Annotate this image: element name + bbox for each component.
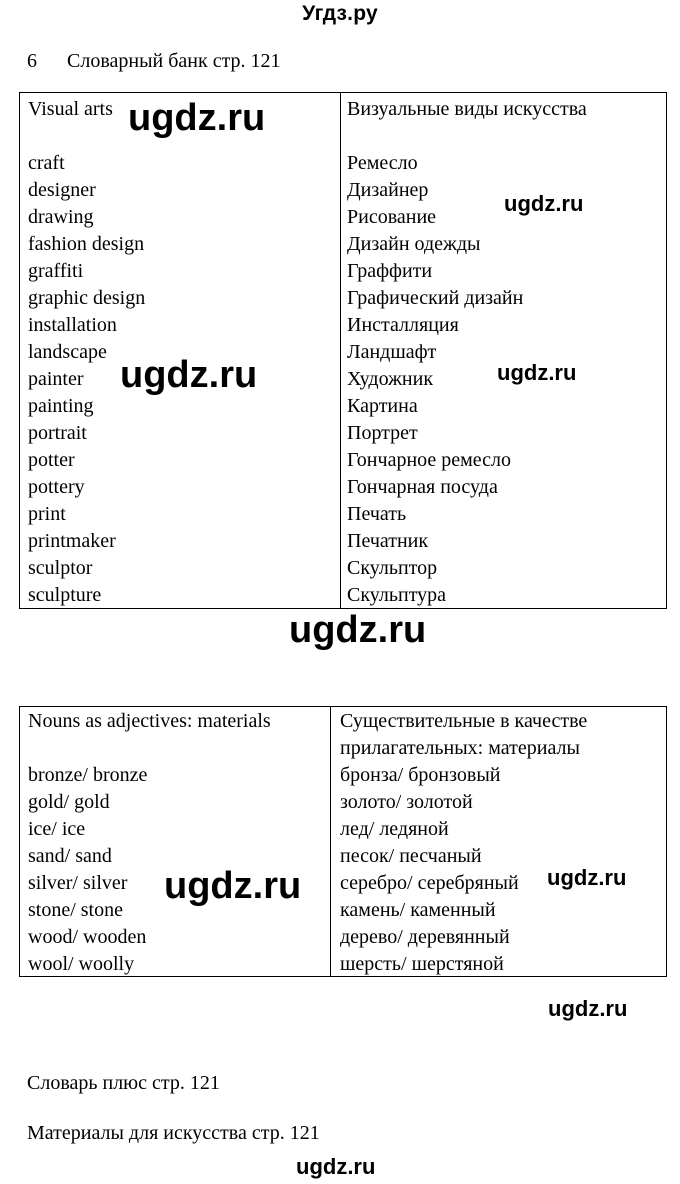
table-cell-en: pottery: [28, 476, 85, 498]
table-cell-en: print: [28, 503, 66, 525]
table-header-ru-line2: прилагательных: материалы: [340, 737, 580, 759]
table-cell-en: designer: [28, 179, 96, 201]
table-cell-ru: песок/ песчаный: [340, 845, 482, 867]
table-cell-en: graphic design: [28, 287, 146, 309]
watermark: ugdz.ru: [548, 996, 628, 1021]
visual-arts-table: [19, 92, 667, 609]
watermark: ugdz.ru: [504, 191, 584, 216]
table-cell-en: ice/ ice: [28, 818, 86, 840]
watermark: ugdz.ru: [289, 609, 427, 651]
watermark: ugdz.ru: [164, 865, 302, 907]
table-cell-en: wood/ wooden: [28, 926, 147, 948]
watermark: ugdz.ru: [547, 865, 627, 890]
table-cell-en: potter: [28, 449, 75, 471]
table-cell-ru: Печать: [347, 503, 407, 525]
section-heading: [27, 50, 281, 73]
table-cell-ru: Граффити: [347, 260, 433, 282]
table-cell-ru: Инсталляция: [347, 314, 459, 336]
table-cell-ru: золото/ золотой: [340, 791, 473, 813]
russian-column: [347, 96, 587, 609]
table-cell-en: portrait: [28, 422, 87, 444]
table-divider: [330, 707, 331, 976]
watermark: ugdz.ru: [296, 1154, 376, 1179]
table-cell-ru: Дизайн одежды: [347, 233, 481, 255]
table-divider: [340, 93, 341, 608]
table-cell-en: gold/ gold: [28, 791, 110, 813]
table-cell-ru: Графический дизайн: [347, 287, 524, 309]
table-header-ru: Визуальные виды искусства: [347, 98, 587, 120]
table-cell-en: sand/ sand: [28, 845, 112, 867]
table-cell-ru: Печатник: [347, 530, 429, 552]
table-header-ru-line1: Существительные в качестве: [340, 710, 588, 732]
russian-column: [340, 708, 587, 978]
table-cell-en: installation: [28, 314, 117, 336]
table-cell-ru: Портрет: [347, 422, 418, 444]
footer-line-2: Материалы для искусства стр. 121: [27, 1122, 320, 1144]
table-cell-en: painting: [28, 395, 94, 417]
table-cell-en: craft: [28, 152, 65, 174]
table-cell-ru: лед/ ледяной: [340, 818, 449, 840]
table-cell-ru: Художник: [347, 368, 434, 390]
watermark: ugdz.ru: [128, 97, 266, 139]
watermark: ugdz.ru: [497, 360, 577, 385]
english-column: [28, 708, 271, 978]
footer-line-1: Словарь плюс стр. 121: [27, 1072, 220, 1094]
section-title: Словарный банк стр. 121: [67, 50, 281, 72]
table-cell-en: graffiti: [28, 260, 84, 282]
table-cell-ru: дерево/ деревянный: [340, 926, 510, 948]
table-cell-en: silver/ silver: [28, 872, 128, 894]
english-column: [28, 96, 145, 609]
watermark: ugdz.ru: [120, 354, 258, 396]
table-cell-ru: шерсть/ шерстяной: [340, 953, 504, 975]
table-cell-en: fashion design: [28, 233, 145, 255]
table-cell-en: wool/ woolly: [28, 953, 135, 975]
table-cell-en: sculpture: [28, 584, 102, 606]
table-cell-en: stone/ stone: [28, 899, 123, 921]
table-cell-en: bronze/ bronze: [28, 764, 148, 786]
table-cell-ru: Рисование: [347, 206, 437, 228]
table-header-en: Visual arts: [28, 98, 113, 120]
table-header-en: Nouns as adjectives: materials: [28, 710, 271, 732]
table-cell-ru: Гончарное ремесло: [347, 449, 512, 471]
materials-table: [19, 706, 667, 977]
table-cell-ru: Ремесло: [347, 152, 418, 174]
table-cell-ru: Скульптура: [347, 584, 447, 606]
table-cell-en: painter: [28, 368, 84, 390]
table-cell-en: printmaker: [28, 530, 116, 552]
table-cell-ru: Скульптор: [347, 557, 438, 579]
table-cell-ru: бронза/ бронзовый: [340, 764, 501, 786]
table-cell-ru: Гончарная посуда: [347, 476, 498, 498]
table-cell-ru: серебро/ серебряный: [340, 872, 519, 894]
table-cell-ru: Ландшафт: [347, 341, 437, 363]
table-cell-en: drawing: [28, 206, 94, 228]
section-number: 6: [27, 50, 37, 72]
table-cell-en: sculptor: [28, 557, 93, 579]
table-cell-ru: Картина: [347, 395, 418, 417]
table-cell-ru: камень/ каменный: [340, 899, 496, 921]
table-cell-ru: Дизайнер: [347, 179, 429, 201]
site-title: Угдз.ру: [302, 2, 378, 25]
table-cell-en: landscape: [28, 341, 107, 363]
